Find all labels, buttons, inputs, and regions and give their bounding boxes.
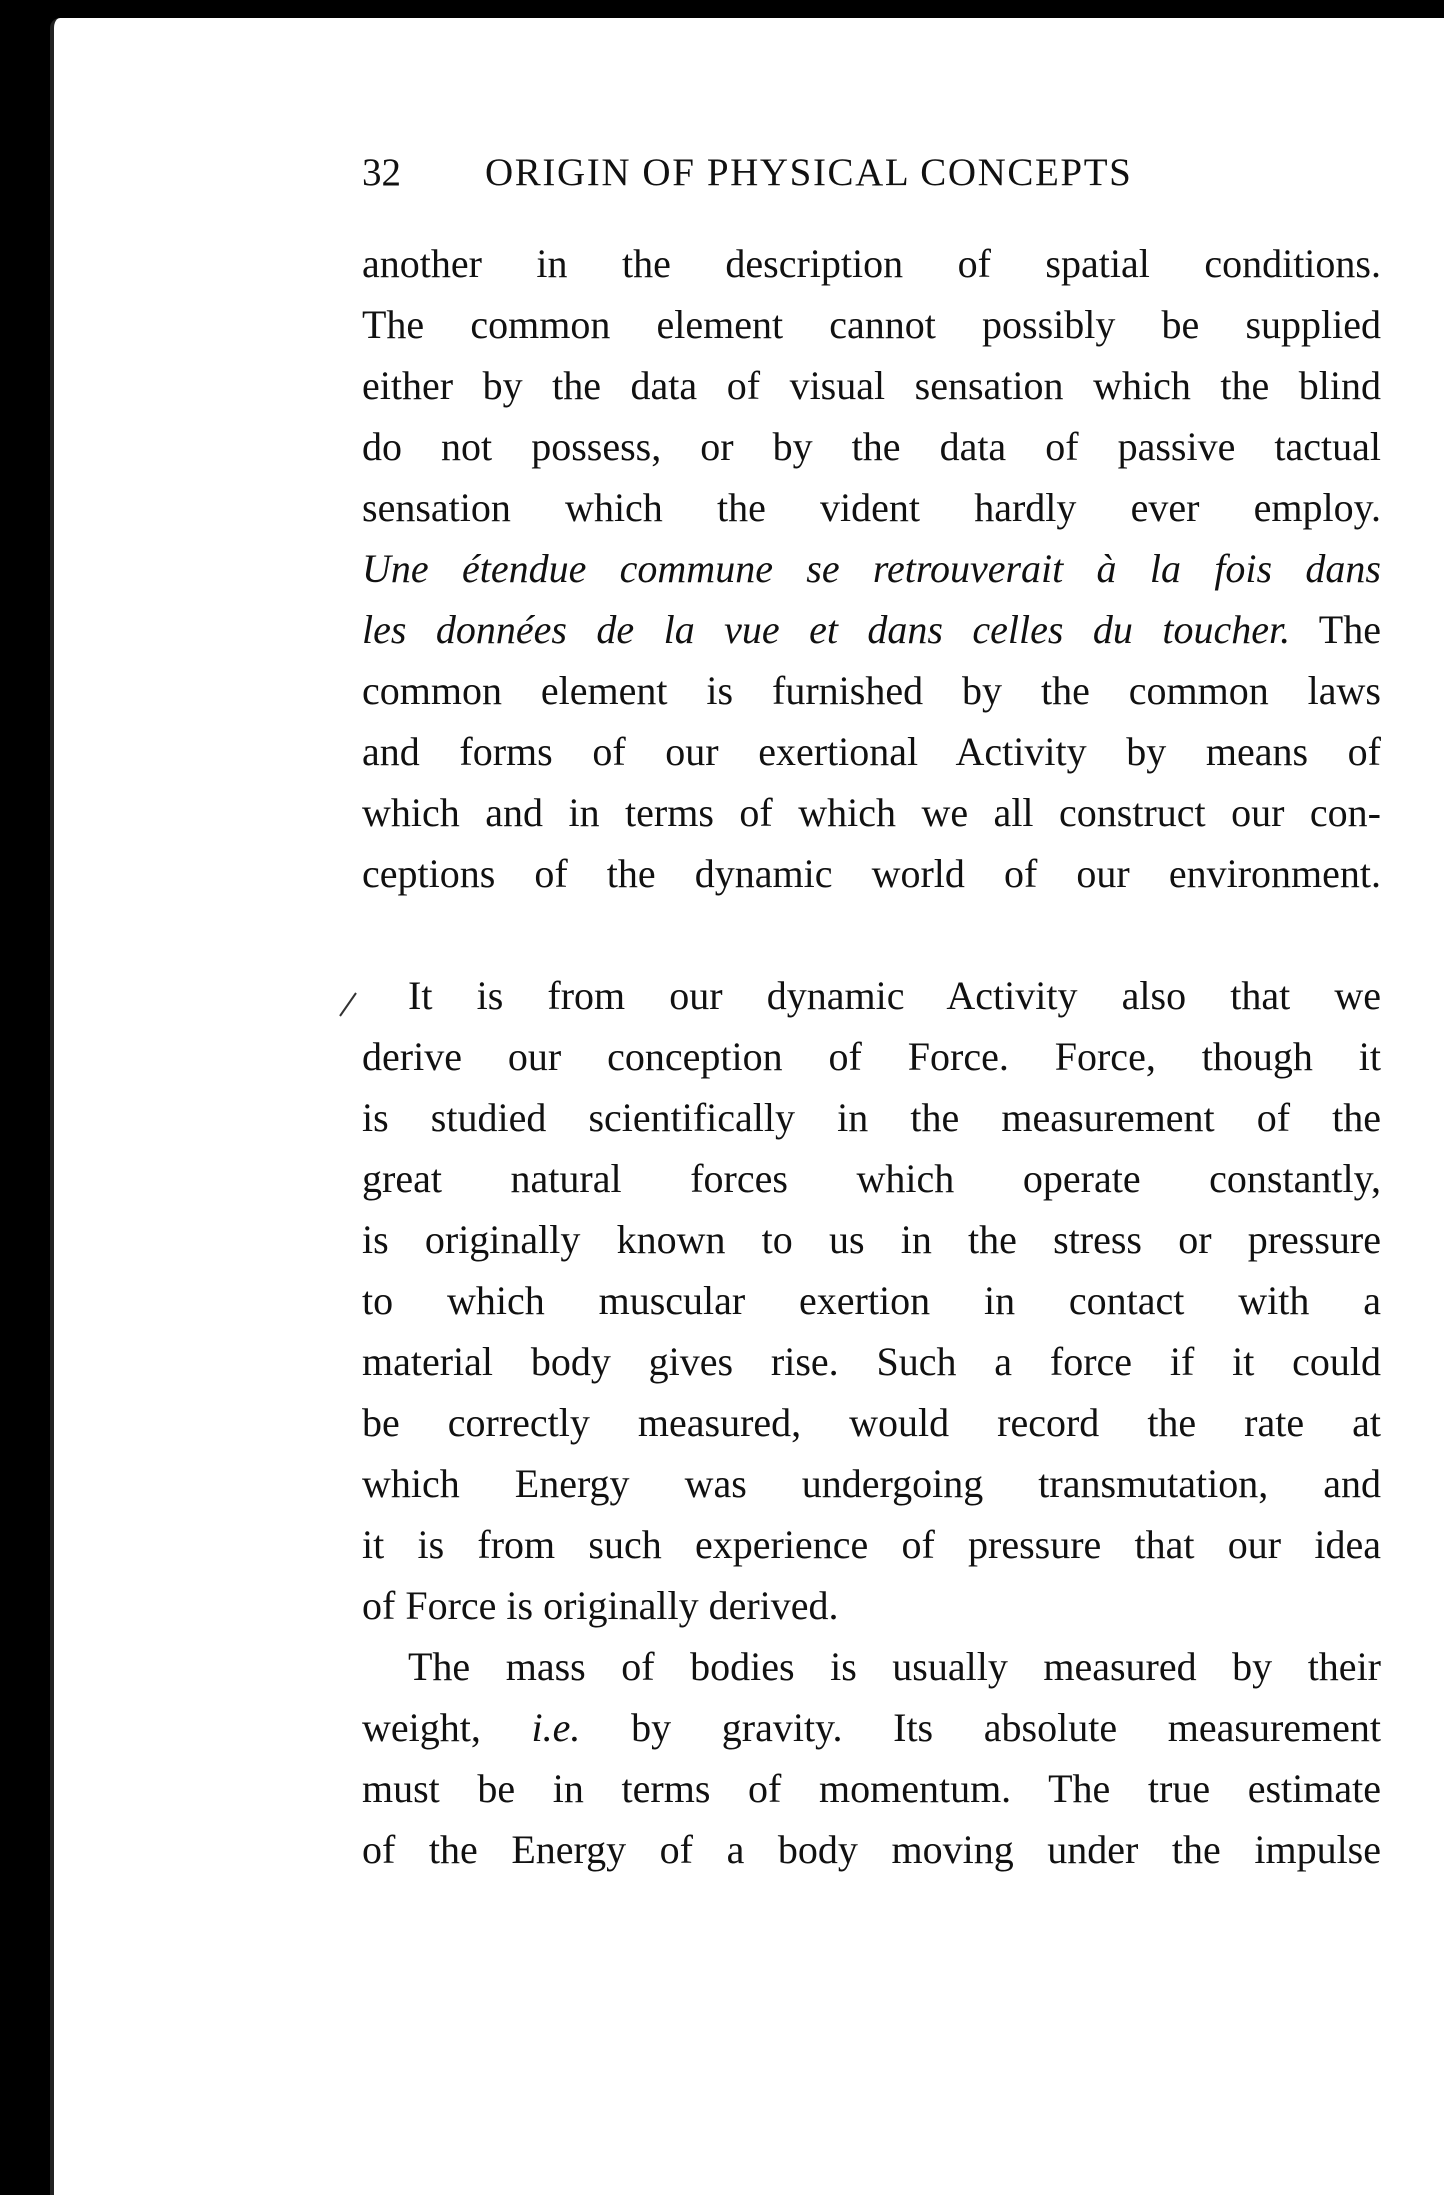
text-line: must be in terms of momentum. The true estimate [362, 1766, 1381, 1811]
text-line: It is from our dynamic Activity also that we [408, 973, 1381, 1018]
text-line: and forms of our exertional Activity by means of [362, 729, 1381, 774]
abbreviation-ie: i.e. [531, 1705, 581, 1750]
text-line: is studied scientifically in the measurement of the [362, 1095, 1381, 1140]
pencil-mark-icon [336, 990, 360, 1020]
page-header [362, 150, 1382, 204]
text-fragment: weight, [362, 1705, 532, 1750]
french-quote: les données de la vue et dans celles du toucher. [362, 607, 1291, 652]
text-line: which and in terms of which we all construct our con- [362, 790, 1381, 835]
text-line: is originally known to us in the stress or pressure [362, 1217, 1381, 1262]
text-line: sensation which the vident hardly ever employ. [362, 485, 1381, 530]
text-line-italic [362, 538, 1381, 599]
text-line: material body gives rise. Such a force if it could [362, 1339, 1381, 1384]
text-line: common element is furnished by the common laws [362, 668, 1381, 713]
text-line: either by the data of visual sensation which the blind [362, 363, 1381, 408]
book-page [50, 18, 1444, 2195]
text-line: which Energy was undergoing transmutation, and [362, 1461, 1381, 1506]
text-line-mixed [362, 599, 1381, 660]
text-line: of the Energy of a body moving under the impulse [362, 1827, 1381, 1872]
text-line: be correctly measured, would record the rate at [362, 1400, 1381, 1445]
running-title: ORIGIN OF PHYSICAL CONCEPTS [485, 151, 1133, 194]
paragraph-1 [362, 233, 1381, 904]
text-fragment: by gravity. Its absolute measurement [580, 1705, 1382, 1750]
text-line: to which muscular exertion in contact with a [362, 1278, 1381, 1323]
text-line: ceptions of the dynamic world of our environment. [362, 851, 1381, 896]
french-quote: Une étendue commune se retrouverait à la fois dans [362, 546, 1381, 591]
paragraph-2 [362, 965, 1381, 1636]
text-line-mixed [362, 1697, 1381, 1758]
body-text [362, 233, 1381, 1880]
text-fragment: The [1290, 607, 1381, 652]
text-line: do not possess, or by the data of passive tactual [362, 424, 1381, 469]
text-line: of Force is originally derived. [362, 1583, 839, 1628]
text-line: it is from such experience of pressure that our idea [362, 1522, 1381, 1567]
text-line: The mass of bodies is usually measured by their [408, 1644, 1381, 1689]
text-line: The common element cannot possibly be supplied [362, 302, 1381, 347]
text-line: another in the description of spatial conditions. [362, 241, 1381, 286]
text-line: derive our conception of Force. Force, though it [362, 1034, 1381, 1079]
page-number: 32 [362, 151, 401, 194]
text-line: great natural forces which operate constantly, [362, 1156, 1381, 1201]
paragraph-3 [362, 1636, 1381, 1880]
